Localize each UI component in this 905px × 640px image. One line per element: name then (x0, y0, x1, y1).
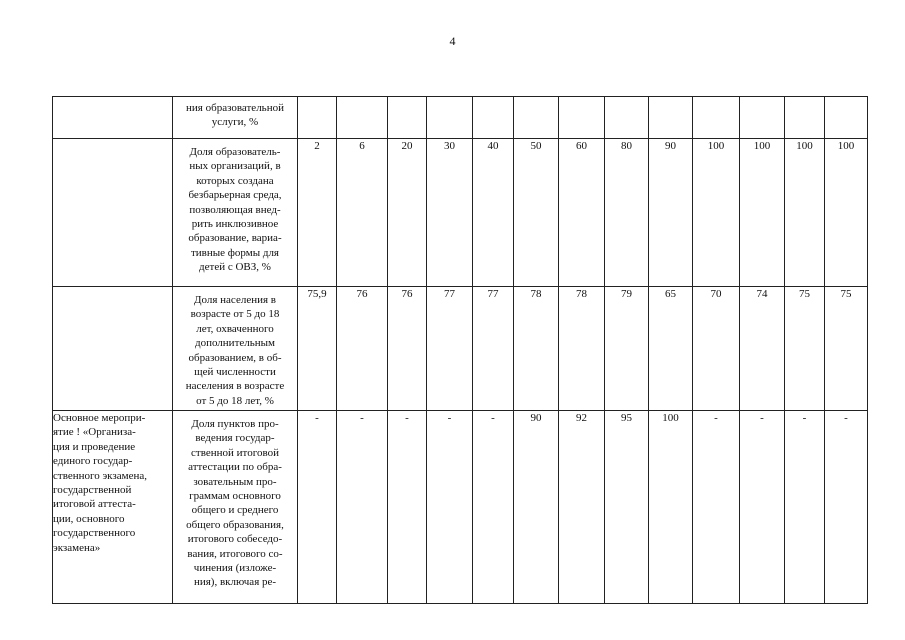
indicator-text-line: образованием, в об- (188, 351, 282, 364)
activity-cell (53, 411, 173, 604)
indicator-cell (173, 411, 298, 604)
value-cell: 100 (785, 139, 825, 287)
value-cell: 76 (388, 287, 427, 411)
value-cell (337, 97, 388, 139)
activity-text-line: ственного экзамена, (53, 469, 147, 482)
value-cell (473, 97, 514, 139)
value-cell: - (740, 411, 785, 604)
value-cell (605, 97, 649, 139)
table-row (53, 97, 868, 139)
indicator-text-line: дополнительным (194, 337, 276, 350)
value-cell: 100 (825, 139, 868, 287)
activity-text-line: государственной (53, 484, 132, 497)
value-cell: 6 (337, 139, 388, 287)
activity-cell (53, 139, 173, 287)
table-row (53, 287, 868, 411)
value-cell: 100 (693, 139, 740, 287)
value-cell: 75,9 (298, 287, 337, 411)
value-cell: - (473, 411, 514, 604)
value-cell: 75 (785, 287, 825, 411)
value-cell: - (298, 411, 337, 604)
value-cell: 100 (649, 411, 693, 604)
value-cell: 78 (514, 287, 559, 411)
indicator-text-line: ных организаций, в (189, 160, 281, 173)
activity-cell (53, 97, 173, 139)
value-cell: - (825, 411, 868, 604)
value-cell: 80 (605, 139, 649, 287)
value-cell (649, 97, 693, 139)
value-cell (388, 97, 427, 139)
indicator-text-line: лет, охваченного (196, 322, 274, 335)
value-cell: 20 (388, 139, 427, 287)
indicator-text-line: ния образовательной (186, 102, 284, 114)
value-cell: 95 (605, 411, 649, 604)
value-cell: 70 (693, 287, 740, 411)
activity-text-line: государственного (53, 527, 136, 540)
activity-text-line: ция и проведение (53, 440, 136, 453)
value-cell: - (693, 411, 740, 604)
indicators-table (52, 96, 868, 604)
value-cell: 60 (559, 139, 605, 287)
value-cell: 75 (825, 287, 868, 411)
indicator-text-line: ния), включая ре- (193, 576, 277, 589)
indicator-text-line: от 5 до 18 лет, % (196, 394, 274, 407)
indicator-text-line: общего и среднего (191, 504, 279, 517)
value-cell: - (388, 411, 427, 604)
indicator-text-line: Доля образователь- (189, 146, 281, 158)
indicator-text-line: вания, итогового со- (187, 547, 283, 560)
indicator-text-line: рить инклюзивное (191, 218, 279, 231)
indicator-text-line: населения в возрасте (185, 380, 285, 393)
value-cell: 79 (605, 287, 649, 411)
value-cell (693, 97, 740, 139)
indicator-text-line: аттестации по обра- (188, 461, 282, 474)
indicator-text-line: чинения (изложе- (193, 562, 277, 575)
value-cell: 78 (559, 287, 605, 411)
value-cell (559, 97, 605, 139)
indicator-cell (173, 97, 298, 139)
value-cell: 76 (337, 287, 388, 411)
value-cell: - (337, 411, 388, 604)
page-number: 4 (449, 34, 456, 48)
activity-text-line: единого государ- (53, 455, 133, 468)
value-cell: 2 (298, 139, 337, 287)
activity-cell (53, 287, 173, 411)
indicator-text-line: зовательным про- (193, 475, 277, 488)
indicator-text-line: Доля пунктов про- (191, 418, 279, 430)
indicator-text-line: ведения государ- (195, 432, 275, 445)
indicator-text-line: граммам основного (189, 490, 281, 503)
value-cell (427, 97, 473, 139)
activity-text-line: экзамена» (53, 541, 101, 554)
activity-text-line: Основное меропри- (53, 412, 146, 424)
value-cell: 90 (514, 411, 559, 604)
indicator-cell (173, 139, 298, 287)
value-cell (298, 97, 337, 139)
activity-text-line: итоговой аттеста- (53, 498, 136, 511)
indicator-text-line: итогового собеседо- (187, 533, 283, 546)
indicator-text-line: услуги, % (211, 116, 259, 129)
value-cell: 77 (427, 287, 473, 411)
value-cell: 40 (473, 139, 514, 287)
indicator-text-line: щей численности (194, 366, 276, 379)
indicator-text-line: ственной итоговой (191, 446, 279, 459)
value-cell: - (427, 411, 473, 604)
value-cell (740, 97, 785, 139)
indicator-text-line: тивные формы для (190, 246, 279, 259)
indicator-text-line: Доля населения в (194, 294, 276, 306)
value-cell: 30 (427, 139, 473, 287)
activity-text-line: ции, основного (53, 512, 125, 525)
indicator-text-line: возрасте от 5 до 18 (190, 308, 280, 321)
activity-text-line: ятие ! «Организа- (53, 426, 136, 439)
value-cell (785, 97, 825, 139)
indicator-text-line: позволяющая внед- (189, 203, 281, 216)
value-cell: 65 (649, 287, 693, 411)
value-cell (825, 97, 868, 139)
indicator-text-line: детей с ОВЗ, % (199, 261, 271, 274)
value-cell: 90 (649, 139, 693, 287)
value-cell: 100 (740, 139, 785, 287)
value-cell (514, 97, 559, 139)
value-cell: - (785, 411, 825, 604)
indicator-text-line: которых создана (196, 174, 274, 187)
value-cell: 77 (473, 287, 514, 411)
table-row (53, 139, 868, 287)
table-row (53, 411, 868, 604)
value-cell: 74 (740, 287, 785, 411)
indicator-text-line: образование, вариа- (188, 232, 282, 245)
indicator-cell (173, 287, 298, 411)
value-cell: 50 (514, 139, 559, 287)
value-cell: 92 (559, 411, 605, 604)
indicator-text-line: безбарьерная среда, (188, 189, 282, 202)
indicator-text-line: общего образования, (186, 518, 284, 531)
